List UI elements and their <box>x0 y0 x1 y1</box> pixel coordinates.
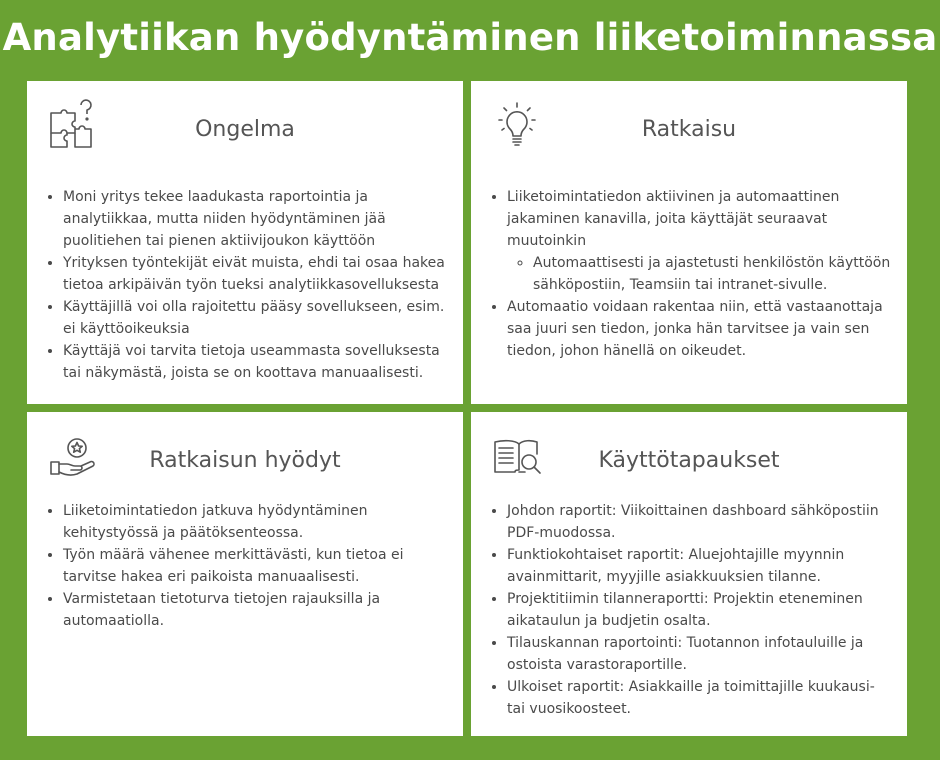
list-item: • Projektitiimin tilanneraportti: Projektin eteneminen aikataulun ja budjetin osalta. <box>507 588 897 632</box>
sub-list <box>507 252 897 296</box>
panel-ratkaisu <box>471 81 907 404</box>
benefits-list <box>43 500 453 632</box>
list-item-text: Liiketoimintatiedon aktiivinen ja automaattinen jakaminen kanavilla, joita käyttäjät seuraavat muutoinkin <box>507 189 840 249</box>
panel-heading: Ratkaisu <box>641 117 737 142</box>
list-item: • Automaatio voidaan rakentaa niin, että vastaanottaja saa juuri sen tiedon, jonka hän tarvitsee ja vain sen tiedon, johon hänellä on oikeudet. <box>507 296 897 362</box>
list-item: • Funktiokohtaiset raportit: Aluejohtajille myynnin avainmittarit, myyjille asiakkuuksien tilanne. <box>507 544 897 588</box>
list-item: • Moni yritys tekee laadukasta raportointia ja analytiikkaa, mutta niiden hyödyntäminen jää puolitiehen tai pienen aktiivijoukon käyttöön <box>63 186 453 252</box>
panel-heading: Ratkaisun hyödyt <box>149 448 341 473</box>
page-title: Analytiikan hyödyntäminen liiketoiminnassa <box>2 16 938 59</box>
list-item: • Liiketoimintatiedon jatkuva hyödyntäminen kehitystyössä ja päätöksenteossa. <box>63 500 453 544</box>
list-item <box>507 186 897 296</box>
list-item: • Työn määrä vähenee merkittävästi, kun tietoa ei tarvitse hakea eri paikoista manuaalisesti. <box>63 544 453 588</box>
list-item: • Ulkoiset raportit: Asiakkaille ja toimittajille kuukausi- tai vuosikoosteet. <box>507 676 897 720</box>
use-cases-list <box>487 500 897 720</box>
panel-kayttotapaukset <box>471 412 907 736</box>
panel-heading: Ongelma <box>195 117 295 142</box>
panel-hyodyt <box>27 412 463 736</box>
list-item: • Tilauskannan raportointi: Tuotannon infotauluille ja ostoista varastoraportille. <box>507 632 897 676</box>
list-item: • Käyttäjillä voi olla rajoitettu pääsy sovellukseen, esim. ei käyttöoikeuksia <box>63 296 453 340</box>
sub-list-item: ◦ Automaattisesti ja ajastetusti henkilöstön käyttöön sähköpostiin, Teamsiin tai intranet-sivulle. <box>533 252 897 296</box>
list-item: • Käyttäjä voi tarvita tietoja useammasta sovelluksesta tai näkymästä, joista se on koottava manuaalisesti. <box>63 340 453 384</box>
problem-list <box>43 186 453 384</box>
solution-list <box>487 186 897 362</box>
panel-heading: Käyttötapaukset <box>598 448 780 473</box>
panel-ongelma <box>27 81 463 404</box>
list-item: • Yrityksen työntekijät eivät muista, ehdi tai osaa hakea tietoa arkipäivän työn tueksi analytiikkasovelluksesta <box>63 252 453 296</box>
list-item: • Johdon raportit: Viikoittainen dashboard sähköpostiin PDF-muodossa. <box>507 500 897 544</box>
list-item: • Varmistetaan tietoturva tietojen rajauksilla ja automaatiolla. <box>63 588 453 632</box>
